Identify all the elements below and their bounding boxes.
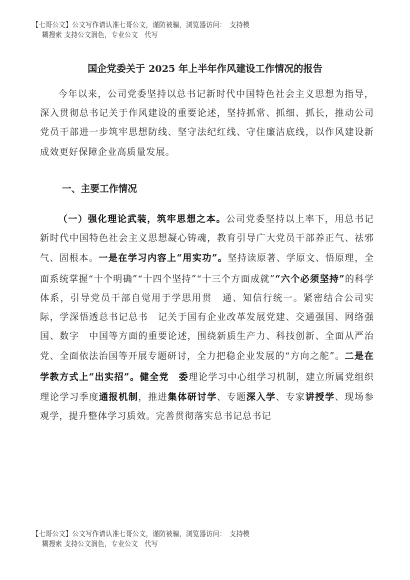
bold-phrase: 通报机制 [98,391,139,403]
subsection-1-label: （一）强化理论武装，筑牢思想之本。 [58,214,227,225]
paragraph-text: ，推进 [138,392,168,403]
paragraph-text: 理论学习中心组学习机制，建立所属党组织理论学习季度 [40,372,375,403]
paragraph-text: 、现场参观学，提升整体学习质效。完善贯彻落实总书记总书记 [40,392,374,423]
paragraph-text: 、专题 [216,392,247,403]
header-line-2: 糊搜索 支持公文润色，专业公文 代写 [42,31,158,39]
point-2-label: 二是在学教方式上“出实招”。 [40,351,374,383]
paragraph-text: 、专家 [275,392,306,403]
document-title: 国企党委关于 2025 年上半年作风建设工作情况的报告 [87,64,323,75]
footer-line-1: 【七哥公文】公文写作请认准七哥公文，谨防被骗，浏览器访问： 支持模 [32,530,250,538]
paragraph-text: 坚持读原著、学原文、悟原理，全面系统掌握“十个明确”“十四个坚持”“十三个方面成就” [40,254,374,285]
paragraph-text: 的科学体系，引导党员干部自觉用于学思用贯 通、知信行统一。紧密结合公司实际，学深悟透总书记总书 记关于国有企业改革发展党建、交通强国、网络强国、数字 中国等方面的重要论述，围绕新质生产力、科技创新、全面从严治党、全面依法治国等开展专题研讨，全力把稳企业发展的“方向之舵”。 [40,274,374,363]
header-line-1: 【七哥公文】公文写作请认准七哥公文，谨防被骗，浏览器访问： 支持模 [32,21,250,29]
point-1-label: 一是在学习内容上“用实功”。 [98,253,228,265]
intro-paragraph: 今年以来，公司党委坚持以总书记新时代中国特色社会主义思想为指导，深入贯彻总书记关于作风建设的重要论述，坚持抓常、抓细、抓长，推动公司党员干部进一步筑牢思想防线、坚守法纪红线、守住廉洁底线，以作风建设新成效更好保障企业高质量发展。 [40,90,374,158]
bold-phrase: 健全党 委 [139,371,189,383]
footer-line-2: 糊搜索 支持公文润色，专业公文 代写 [42,540,158,548]
page-header [32,20,378,40]
bold-phrase: 深入学 [246,391,276,403]
bold-phrase: 讲授学 [305,391,335,403]
bold-phrase: 集体研讨学 [167,391,217,403]
paragraph-text: 公司党委坚持以上率下，用总书记新时代中国特色社会主义思想凝心铸魂，教育引导广大党员干部养正气、祛邪气、固根本。 [40,215,374,265]
bold-phrase: “六个必须坚持” [275,273,345,285]
section-1-paragraph [40,210,374,427]
section-heading-1: 一、主要工作情况 [62,184,138,195]
page-footer [32,529,378,549]
